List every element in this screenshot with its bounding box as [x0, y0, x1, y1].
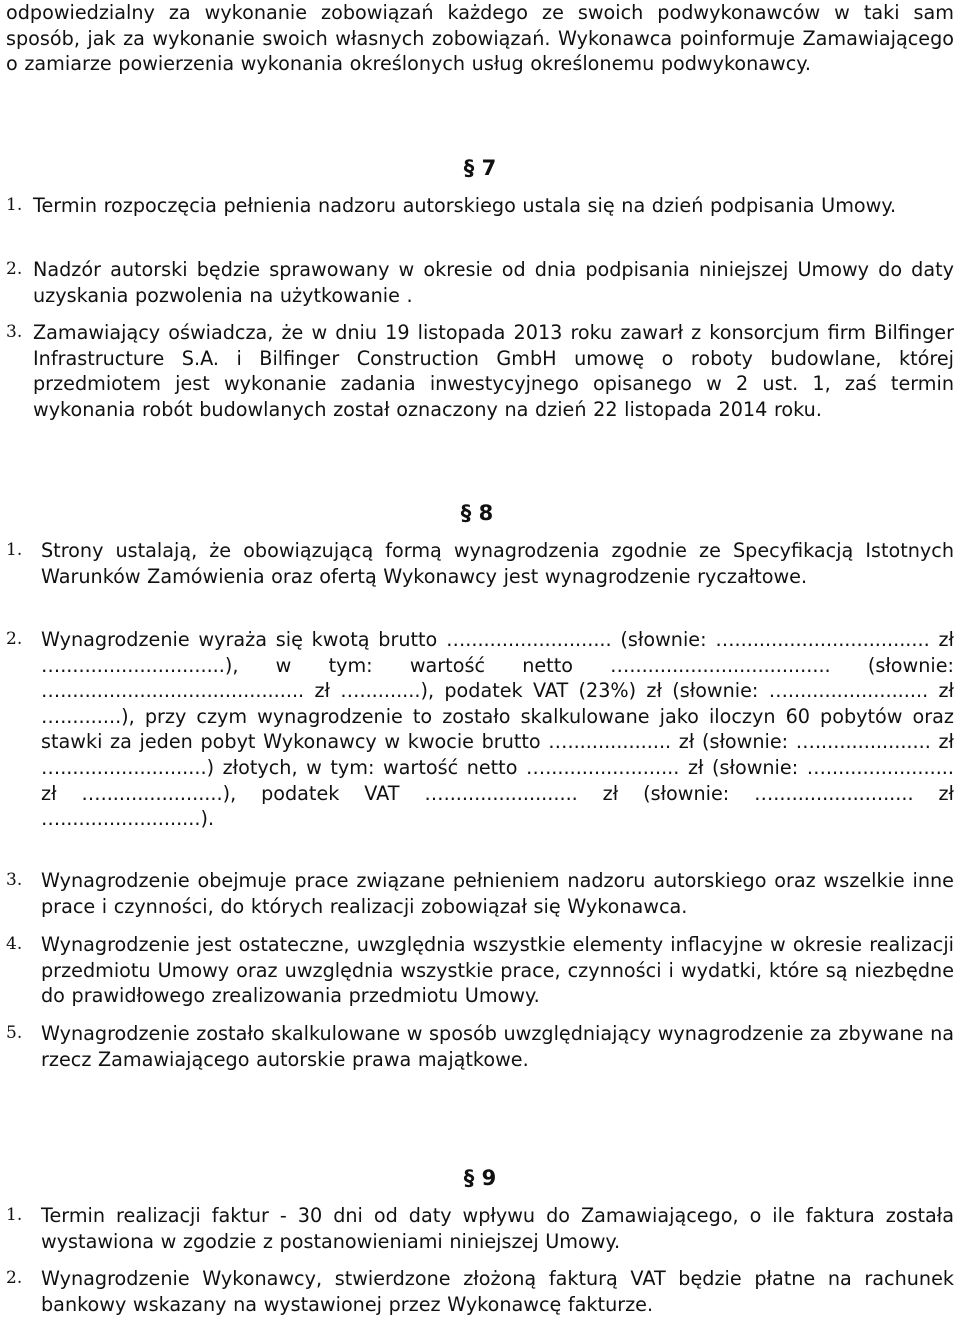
s9-item-2-number: 2. [6, 1268, 23, 1288]
section-8-heading: § 8 [460, 501, 494, 525]
s8-item-5-text: Wynagrodzenie zostało skalkulowane w sposób uwzględniający wynagrodzenie za zbywane na rzecz Zamawiającego autorskie prawa majątkowe. [41, 1022, 955, 1071]
s8-item-1-text: Strony ustalają, że obowiązującą formą wynagrodzenia zgodnie ze Specyfikacją Istotnych Warunków Zamówienia oraz ofertą Wykonawcy jest wynagrodzenie ryczałtowe. [41, 539, 954, 588]
s9-item-1-text: Termin realizacji faktur - 30 dni od daty wpływu do Zamawiającego, o ile faktura została wystawiona w zgodzie z postanowieniami niniejszej Umowy. [41, 1204, 954, 1253]
s8-item-2-number: 2. [6, 629, 23, 649]
s8-item-4-text: Wynagrodzenie jest ostateczne, uwzględnia wszystkie elementy inflacyjne w okresie realizacji przedmiotu Umowy oraz uwzględnia wszystkie prace, czynności i wydatki, które są niezbędne do prawidłowego zrealizowania przedmiotu Umowy. [41, 933, 954, 1008]
s9-item-1-number: 1. [6, 1205, 23, 1225]
s7-item-3-number: 3. [6, 322, 23, 342]
s8-item-3-text: Wynagrodzenie obejmuje prace związane pełnieniem nadzoru autorskiego oraz wszelkie inne prace i czynności, do których realizacji zobowiązał się Wykonawca. [41, 869, 954, 918]
section-7-heading: § 7 [463, 156, 497, 180]
s7-item-3-text: Zamawiający oświadcza, że w dniu 19 listopada 2013 roku zawarł z konsorcjum firm Bilfinger Infrastructure S.A. i Bilfinger Construction GmbH umowę o roboty budowlane, której przedmiotem jest wykonanie zadania inwestycyjnego opisanego w 2 ust. 1, zaś termin wykonania robót budowlanych został oznaczony na dzień 22 listopada 2014 roku. [33, 321, 954, 421]
s8-item-2-text: Wynagrodzenie wyraża się kwotą brutto …........................ (słownie: …................................ zł …...........................), w tym: wartość netto …................................. (słownie: …........................................ zł …..........), podatek VAT (23%) zł (słownie: …....................... zł …..........), przy czym wynagrodzenie to zostało skalkulowane jako iloczyn 60 pobytów oraz stawki za jeden pobyt Wykonawcy w kwocie brutto …................. zł (słownie: …................... zł …........................) złotych, w tym: wartość netto …...................... zł (słownie: …..................... zł …....................), podatek VAT …...................... zł (słownie: …....................... zł ….......................). [41, 628, 954, 831]
section-9-heading: § 9 [463, 1166, 497, 1190]
s7-item-1-text: Termin rozpoczęcia pełnienia nadzoru autorskiego ustala się na dzień podpisania Umowy. [33, 194, 897, 217]
s7-item-2-text: Nadzór autorski będzie sprawowany w okresie od dnia podpisania niniejszej Umowy do daty uzyskania pozwolenia na użytkowanie . [33, 258, 954, 307]
intro-paragraph: odpowiedzialny za wykonanie zobowiązań każdego ze swoich podwykonawców w taki sam sposób, jak za wykonanie swoich własnych zobowiązań. Wykonawca poinformuje Zamawiającego o zamiarze powierzenia wykonania określonych usług określonemu podwykonawcy. [6, 1, 954, 76]
s8-item-1-number: 1. [6, 540, 23, 560]
s9-item-2-text: Wynagrodzenie Wykonawcy, stwierdzone złożoną fakturą VAT będzie płatne na rachunek bankowy wskazany na wystawionej przez Wykonawcę fakturze. [41, 1267, 954, 1316]
s7-item-2-number: 2. [6, 259, 23, 279]
s8-item-5-number: 5. [6, 1023, 23, 1043]
s7-item-1-number: 1. [6, 195, 23, 215]
s8-item-3-number: 3. [6, 870, 23, 890]
s8-item-4-number: 4. [6, 934, 23, 954]
